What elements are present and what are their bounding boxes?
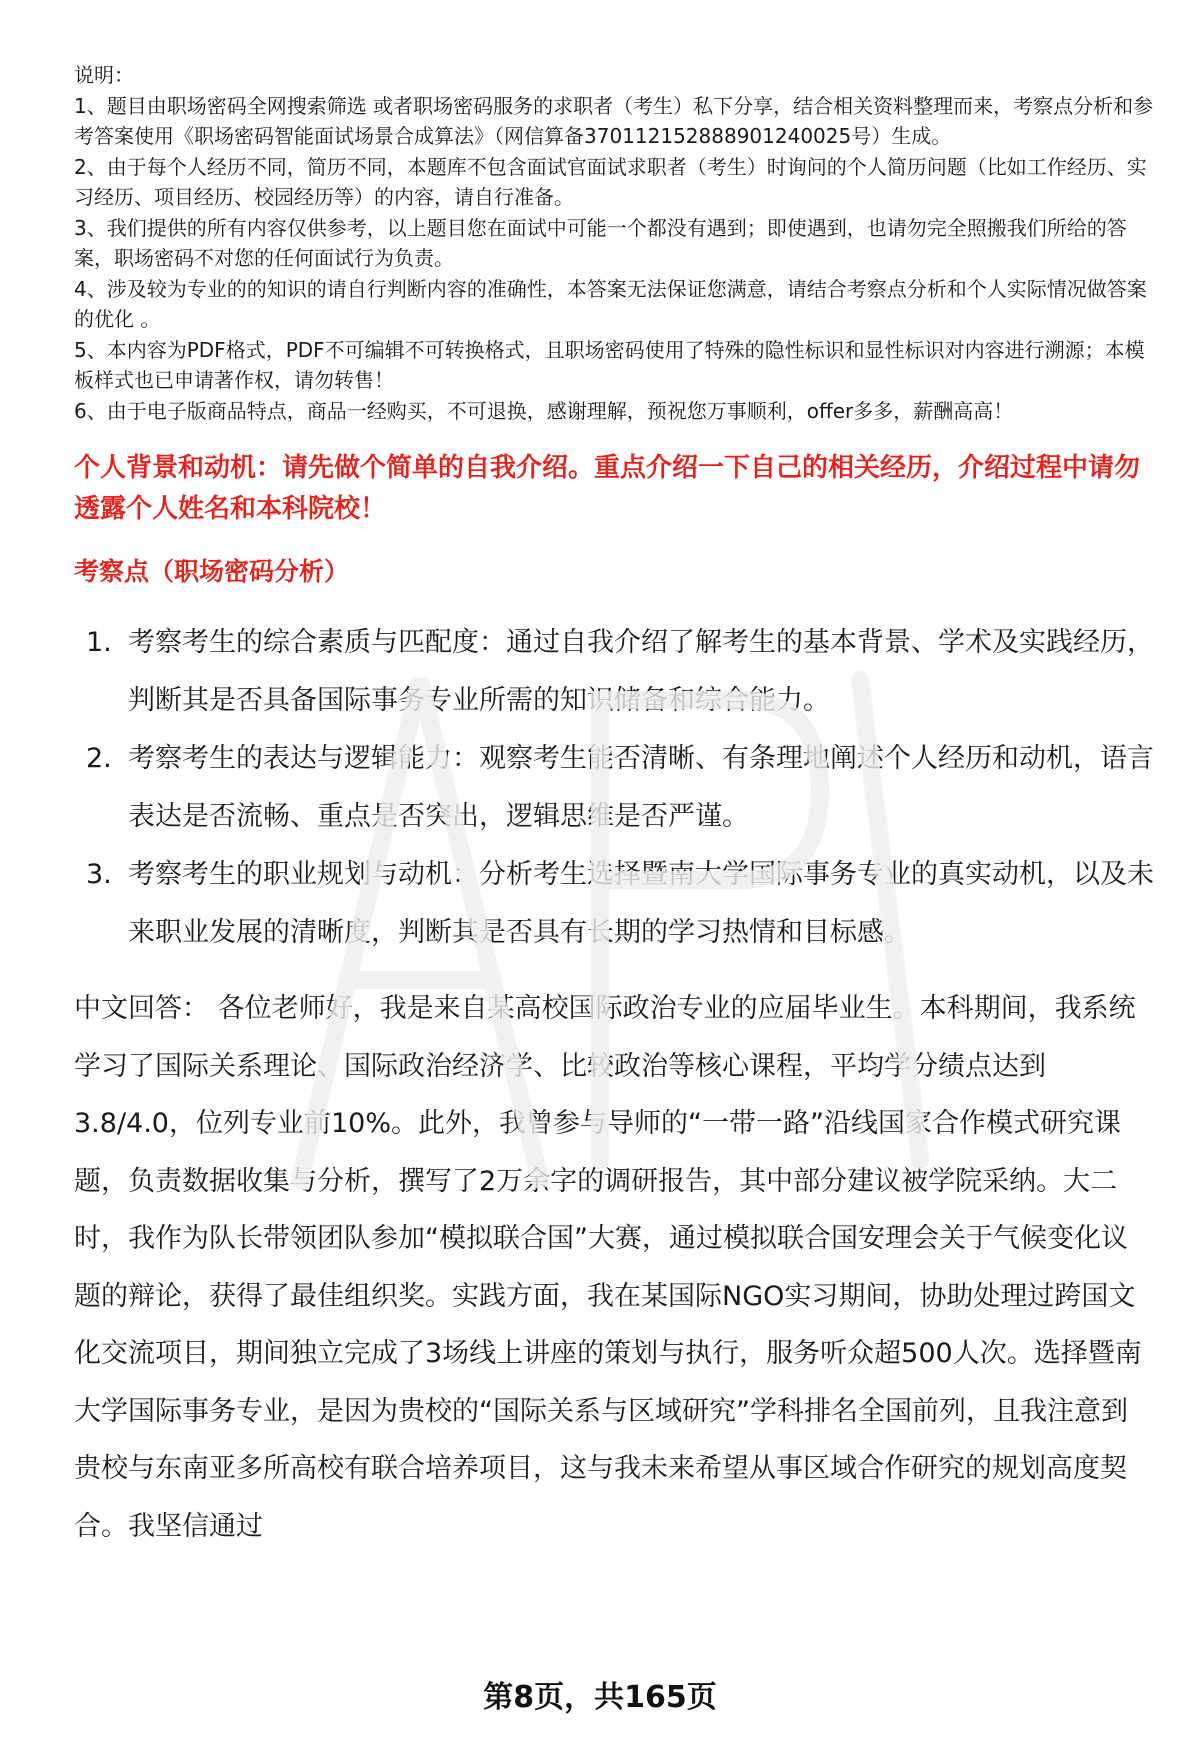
notice-heading: 说明：: [74, 63, 134, 87]
answer-section: [74, 980, 1154, 1555]
analysis-points-list: [74, 614, 1154, 962]
interview-question: 个人背景和动机：请先做个简单的自我介绍。重点介绍一下自己的相关经历，介绍过程中请勿透露个人姓名和本科院校！: [74, 453, 1141, 524]
notice-item-1: 1、题目由职场密码全网搜索筛选 或者职场密码服务的求职者（考生）私下分享，结合相关资料整理而来，考察点分析和参考答案使用《职场密码智能面试场景合成算法》（网信算备370112152888901240025号）生成。: [74, 93, 1154, 148]
notice-item-5: 5、本内容为PDF格式，PDF不可编辑不可转换格式，且职场密码使用了特殊的隐性标识和显性标识对内容进行溯源；本模板样式也已申请著作权，请勿转售！: [74, 337, 1145, 392]
point-number: 2.: [86, 743, 112, 774]
page-number: 第8页，共165页: [483, 1680, 717, 1715]
point-number: 1.: [86, 627, 112, 658]
notice-section: [74, 60, 1154, 426]
answer-text: 中文回答： 各位老师好，我是来自某高校国际政治专业的应届毕业生。本科期间，我系统学习了国际关系理论、国际政治经济学、比较政治等核心课程，平均学分绩点达到3.8/4.0，位列专业前10%。此外，我曾参与导师的“一带一路”沿线国家合作模式研究课题，负责数据收集与分析，撰写了2万余字的调研报告，其中部分建议被学院采纳。大二时，我作为队长带领团队参加“模拟联合国”大赛，通过模拟联合国安理会关于气候变化议题的辩论，获得了最佳组织奖。实践方面，我在某国际NGO实习期间，协助处理过跨国文化交流项目，期间独立完成了3场线上讲座的策划与执行，服务听众超500人次。选择暨南大学国际事务专业，是因为贵校的“国际关系与区域研究”学科排名全国前列，且我注意到贵校与东南亚多所高校有联合培养项目，这与我未来希望从事区域合作研究的规划高度契合。我坚信通过: [74, 993, 1142, 1542]
point-number: 3.: [86, 859, 112, 890]
point-text: 考察考生的综合素质与匹配度：通过自我介绍了解考生的基本背景、学术及实践经历，判断其是否具备国际事务专业所需的知识储备和综合能力。: [128, 627, 1154, 716]
notice-item-4: 4、涉及较为专业的的知识的请自行判断内容的准确性，本答案无法保证您满意，请结合考察点分析和个人实际情况做答案的优化 。: [74, 276, 1147, 331]
analysis-point: [74, 730, 1154, 846]
document-page: [74, 60, 1154, 1555]
notice-item-3: 3、我们提供的所有内容仅供参考，以上题目您在面试中可能一个都没有遇到；即使遇到，也请勿完全照搬我们所给的答案，职场密码不对您的任何面试行为负责。: [74, 215, 1127, 270]
point-text: 考察考生的职业规划与动机：分析考生选择暨南大学国际事务专业的真实动机，以及未来职业发展的清晰度，判断其是否具有长期的学习热情和目标感。: [128, 859, 1154, 948]
notice-item-2: 2、由于每个人经历不同，简历不同，本题库不包含面试官面试求职者（考生）时询问的个人简历问题（比如工作经历、实习经历、项目经历、校园经历等）的内容，请自行准备。: [74, 154, 1147, 209]
point-text: 考察考生的表达与逻辑能力：观察考生能否清晰、有条理地阐述个人经历和动机，语言表达是否流畅、重点是否突出，逻辑思维是否严谨。: [128, 743, 1154, 832]
notice-item-6: 6、由于电子版商品特点，商品一经购买，不可退换，感谢理解，预祝您万事顺利，offer多多，薪酬高高！: [74, 398, 1014, 423]
analysis-heading: 考察点（职场密码分析）: [74, 557, 350, 586]
analysis-point: [74, 846, 1154, 962]
analysis-point: [74, 614, 1154, 730]
